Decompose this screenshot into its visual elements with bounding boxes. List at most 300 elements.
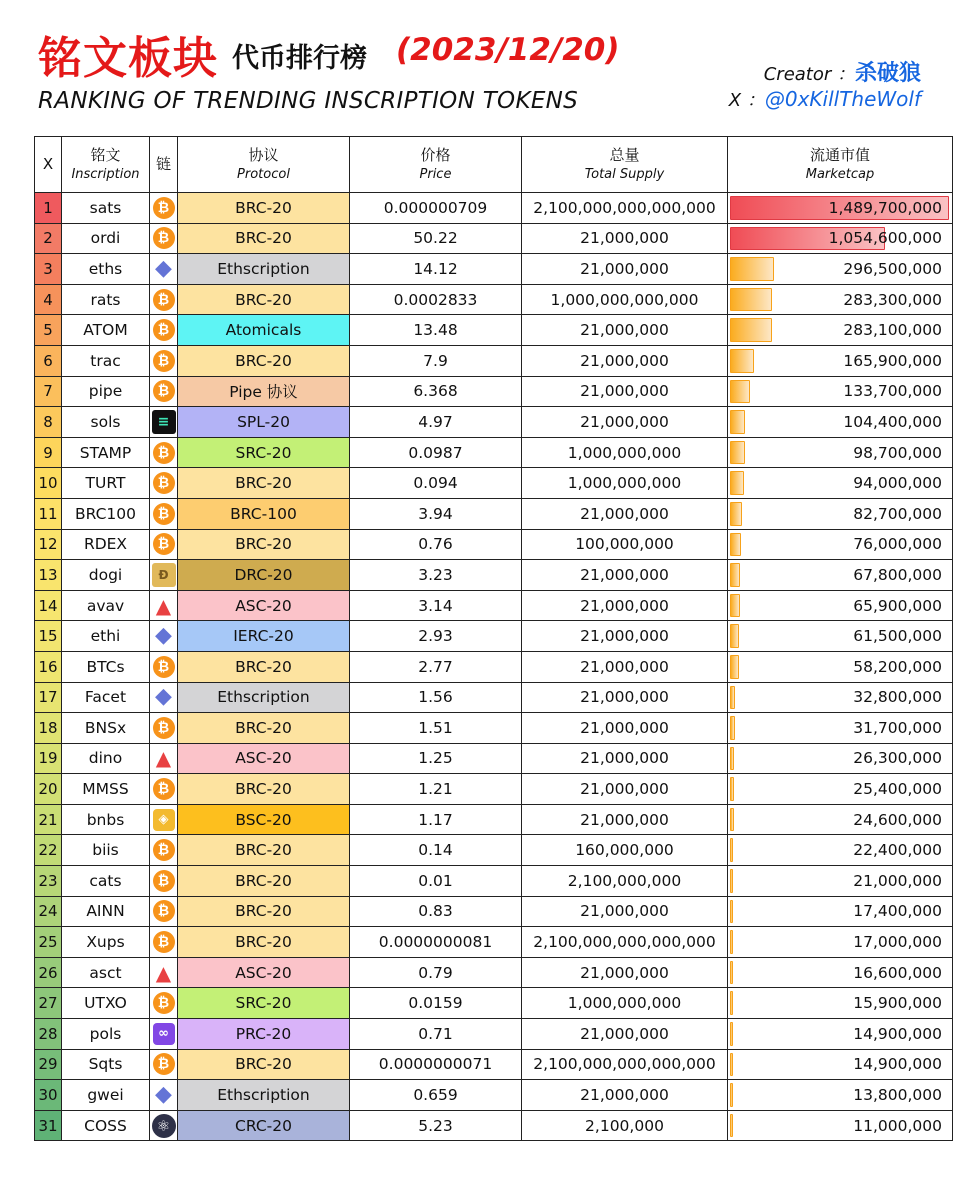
inscription-name: AINN bbox=[62, 896, 150, 927]
supply-cell: 1,000,000,000 bbox=[522, 437, 728, 468]
btc-icon: ₿ bbox=[153, 839, 175, 861]
inscription-name: RDEX bbox=[62, 529, 150, 560]
chain-cell bbox=[150, 866, 178, 897]
inscription-name: pipe bbox=[62, 376, 150, 407]
col-inscription: 铭文 Inscription bbox=[62, 137, 150, 193]
rank-cell: 27 bbox=[35, 988, 62, 1019]
supply-cell: 21,000,000 bbox=[522, 774, 728, 805]
poly-icon: ∞ bbox=[153, 1023, 175, 1045]
marketcap-value: 65,900,000 bbox=[853, 596, 942, 615]
chain-cell bbox=[150, 621, 178, 652]
chain-cell bbox=[150, 927, 178, 958]
table-row bbox=[35, 254, 953, 285]
marketcap-cell bbox=[728, 866, 953, 897]
inscription-name: rats bbox=[62, 284, 150, 315]
marketcap-bar bbox=[730, 777, 734, 801]
table-row bbox=[35, 651, 953, 682]
supply-cell: 2,100,000 bbox=[522, 1110, 728, 1141]
marketcap-cell bbox=[728, 774, 953, 805]
col-supply: 总量 Total Supply bbox=[522, 137, 728, 193]
inscription-name: gwei bbox=[62, 1080, 150, 1111]
inscription-name: ATOM bbox=[62, 315, 150, 346]
chain-cell bbox=[150, 1019, 178, 1050]
supply-cell: 21,000,000 bbox=[522, 957, 728, 988]
protocol-cell: Atomicals bbox=[178, 315, 350, 346]
marketcap-value: 31,700,000 bbox=[853, 718, 942, 737]
btc-icon: ₿ bbox=[153, 717, 175, 739]
rank-cell: 18 bbox=[35, 713, 62, 744]
marketcap-bar bbox=[730, 563, 740, 587]
protocol-cell: Pipe 协议 bbox=[178, 376, 350, 407]
table-row bbox=[35, 1110, 953, 1141]
creator-label: Creator ： bbox=[763, 64, 855, 85]
table-header-row bbox=[35, 137, 953, 193]
price-cell: 1.17 bbox=[350, 804, 522, 835]
price-cell: 6.368 bbox=[350, 376, 522, 407]
marketcap-value: 22,400,000 bbox=[853, 841, 942, 860]
protocol-cell: BRC-20 bbox=[178, 468, 350, 499]
rank-cell: 14 bbox=[35, 590, 62, 621]
marketcap-value: 16,600,000 bbox=[853, 963, 942, 982]
price-cell: 1.51 bbox=[350, 713, 522, 744]
price-cell: 0.659 bbox=[350, 1080, 522, 1111]
rank-cell: 10 bbox=[35, 468, 62, 499]
protocol-cell: SRC-20 bbox=[178, 437, 350, 468]
price-cell: 0.094 bbox=[350, 468, 522, 499]
rank-cell: 9 bbox=[35, 437, 62, 468]
rank-cell: 2 bbox=[35, 223, 62, 254]
supply-cell: 1,000,000,000 bbox=[522, 468, 728, 499]
price-cell: 1.25 bbox=[350, 743, 522, 774]
inscription-name: bnbs bbox=[62, 804, 150, 835]
marketcap-value: 14,900,000 bbox=[853, 1024, 942, 1043]
table-row bbox=[35, 345, 953, 376]
rank-cell: 12 bbox=[35, 529, 62, 560]
table-row bbox=[35, 284, 953, 315]
supply-cell: 21,000,000 bbox=[522, 560, 728, 591]
btc-icon: ₿ bbox=[153, 900, 175, 922]
protocol-cell: BRC-20 bbox=[178, 193, 350, 224]
supply-cell: 21,000,000 bbox=[522, 315, 728, 346]
protocol-cell: BRC-100 bbox=[178, 498, 350, 529]
inscription-name: avav bbox=[62, 590, 150, 621]
inscription-name: eths bbox=[62, 254, 150, 285]
marketcap-cell bbox=[728, 529, 953, 560]
chain-cell bbox=[150, 284, 178, 315]
price-cell: 2.93 bbox=[350, 621, 522, 652]
rank-cell: 19 bbox=[35, 743, 62, 774]
rank-cell: 11 bbox=[35, 498, 62, 529]
marketcap-value: 26,300,000 bbox=[853, 749, 942, 768]
supply-cell: 21,000,000 bbox=[522, 896, 728, 927]
chain-cell bbox=[150, 560, 178, 591]
marketcap-bar bbox=[730, 1114, 733, 1138]
marketcap-bar bbox=[730, 533, 741, 557]
table-row bbox=[35, 713, 953, 744]
marketcap-bar bbox=[730, 869, 733, 893]
inscription-name: Xups bbox=[62, 927, 150, 958]
rank-cell: 30 bbox=[35, 1080, 62, 1111]
btc-icon: ₿ bbox=[153, 931, 175, 953]
marketcap-bar bbox=[730, 655, 739, 679]
col-protocol: 协议 Protocol bbox=[178, 137, 350, 193]
protocol-cell: BSC-20 bbox=[178, 804, 350, 835]
marketcap-value: 133,700,000 bbox=[843, 382, 942, 401]
chain-cell bbox=[150, 835, 178, 866]
eth-icon: ◆ bbox=[155, 623, 172, 649]
marketcap-cell bbox=[728, 345, 953, 376]
marketcap-bar bbox=[730, 808, 734, 832]
btc-icon: ₿ bbox=[153, 227, 175, 249]
cosmos-icon: ⚛ bbox=[152, 1114, 176, 1138]
chain-cell bbox=[150, 743, 178, 774]
chain-cell bbox=[150, 1080, 178, 1111]
marketcap-value: 58,200,000 bbox=[853, 657, 942, 676]
price-cell: 0.0000000081 bbox=[350, 927, 522, 958]
chain-cell bbox=[150, 682, 178, 713]
marketcap-cell bbox=[728, 988, 953, 1019]
price-cell: 0.79 bbox=[350, 957, 522, 988]
protocol-cell: BRC-20 bbox=[178, 835, 350, 866]
rank-cell: 3 bbox=[35, 254, 62, 285]
inscription-name: sols bbox=[62, 407, 150, 438]
marketcap-cell bbox=[728, 376, 953, 407]
rank-cell: 6 bbox=[35, 345, 62, 376]
marketcap-bar bbox=[730, 410, 745, 434]
chain-cell bbox=[150, 1049, 178, 1080]
x-handle[interactable]: @0xKillTheWolf bbox=[764, 87, 921, 111]
rank-cell: 5 bbox=[35, 315, 62, 346]
table-row bbox=[35, 407, 953, 438]
protocol-cell: BRC-20 bbox=[178, 774, 350, 805]
eth-icon: ◆ bbox=[155, 255, 172, 281]
avax-icon: ▲ bbox=[155, 960, 172, 985]
marketcap-cell bbox=[728, 927, 953, 958]
protocol-cell: ASC-20 bbox=[178, 957, 350, 988]
price-cell: 0.0002833 bbox=[350, 284, 522, 315]
table-row bbox=[35, 590, 953, 621]
price-cell: 0.0987 bbox=[350, 437, 522, 468]
protocol-cell: BRC-20 bbox=[178, 1049, 350, 1080]
inscription-name: BRC100 bbox=[62, 498, 150, 529]
table-row bbox=[35, 774, 953, 805]
marketcap-value: 14,900,000 bbox=[853, 1055, 942, 1074]
marketcap-cell bbox=[728, 284, 953, 315]
inscription-name: TURT bbox=[62, 468, 150, 499]
marketcap-bar bbox=[730, 624, 739, 648]
marketcap-value: 104,400,000 bbox=[843, 412, 942, 431]
marketcap-value: 1,489,700,000 bbox=[828, 198, 942, 217]
price-cell: 3.23 bbox=[350, 560, 522, 591]
protocol-cell: BRC-20 bbox=[178, 713, 350, 744]
table-row bbox=[35, 804, 953, 835]
marketcap-value: 82,700,000 bbox=[853, 504, 942, 523]
marketcap-value: 21,000,000 bbox=[853, 871, 942, 890]
protocol-cell: BRC-20 bbox=[178, 529, 350, 560]
supply-cell: 21,000,000 bbox=[522, 804, 728, 835]
protocol-cell: Ethscription bbox=[178, 254, 350, 285]
table-row bbox=[35, 743, 953, 774]
chain-cell bbox=[150, 896, 178, 927]
protocol-cell: SPL-20 bbox=[178, 407, 350, 438]
price-cell: 5.23 bbox=[350, 1110, 522, 1141]
rank-cell: 22 bbox=[35, 835, 62, 866]
price-cell: 0.0000000071 bbox=[350, 1049, 522, 1080]
marketcap-cell bbox=[728, 560, 953, 591]
marketcap-value: 17,000,000 bbox=[853, 933, 942, 952]
price-cell: 4.97 bbox=[350, 407, 522, 438]
inscription-name: ordi bbox=[62, 223, 150, 254]
supply-cell: 21,000,000 bbox=[522, 1080, 728, 1111]
rank-cell: 16 bbox=[35, 651, 62, 682]
marketcap-cell bbox=[728, 713, 953, 744]
doge-icon: Ð bbox=[152, 563, 176, 587]
rank-cell: 25 bbox=[35, 927, 62, 958]
inscription-name: asct bbox=[62, 957, 150, 988]
ranking-table bbox=[34, 136, 953, 1141]
supply-cell: 100,000,000 bbox=[522, 529, 728, 560]
protocol-cell: Ethscription bbox=[178, 682, 350, 713]
x-handle-line bbox=[729, 86, 921, 112]
protocol-cell: ASC-20 bbox=[178, 743, 350, 774]
sol-icon: ≡ bbox=[152, 410, 176, 434]
btc-icon: ₿ bbox=[153, 289, 175, 311]
btc-icon: ₿ bbox=[153, 533, 175, 555]
protocol-cell: SRC-20 bbox=[178, 988, 350, 1019]
table-row bbox=[35, 682, 953, 713]
marketcap-cell bbox=[728, 651, 953, 682]
price-cell: 3.14 bbox=[350, 590, 522, 621]
chain-cell bbox=[150, 590, 178, 621]
marketcap-bar bbox=[730, 838, 733, 862]
marketcap-cell bbox=[728, 254, 953, 285]
chain-cell bbox=[150, 529, 178, 560]
protocol-cell: CRC-20 bbox=[178, 1110, 350, 1141]
table-row bbox=[35, 866, 953, 897]
inscription-name: sats bbox=[62, 193, 150, 224]
x-label: X ： bbox=[728, 90, 765, 111]
supply-cell: 21,000,000 bbox=[522, 713, 728, 744]
table-row bbox=[35, 193, 953, 224]
supply-cell: 2,100,000,000 bbox=[522, 866, 728, 897]
marketcap-value: 11,000,000 bbox=[853, 1116, 942, 1135]
marketcap-cell bbox=[728, 621, 953, 652]
inscription-name: COSS bbox=[62, 1110, 150, 1141]
marketcap-cell bbox=[728, 743, 953, 774]
supply-cell: 21,000,000 bbox=[522, 254, 728, 285]
marketcap-bar bbox=[730, 747, 734, 771]
chain-cell bbox=[150, 651, 178, 682]
table-row bbox=[35, 468, 953, 499]
marketcap-value: 61,500,000 bbox=[853, 627, 942, 646]
title-en: RANKING OF TRENDING INSCRIPTION TOKENS bbox=[38, 88, 579, 114]
marketcap-value: 24,600,000 bbox=[853, 810, 942, 829]
table-row bbox=[35, 1049, 953, 1080]
creator-name: 杀破狼 bbox=[854, 61, 921, 86]
protocol-cell: Ethscription bbox=[178, 1080, 350, 1111]
marketcap-cell bbox=[728, 1049, 953, 1080]
col-price: 价格 Price bbox=[350, 137, 522, 193]
supply-cell: 21,000,000 bbox=[522, 682, 728, 713]
table-row bbox=[35, 1080, 953, 1111]
btc-icon: ₿ bbox=[153, 197, 175, 219]
btc-icon: ₿ bbox=[153, 778, 175, 800]
btc-icon: ₿ bbox=[153, 350, 175, 372]
table-row bbox=[35, 988, 953, 1019]
chain-cell bbox=[150, 713, 178, 744]
supply-cell: 21,000,000 bbox=[522, 223, 728, 254]
marketcap-cell bbox=[728, 315, 953, 346]
price-cell: 13.48 bbox=[350, 315, 522, 346]
inscription-name: ethi bbox=[62, 621, 150, 652]
price-cell: 7.9 bbox=[350, 345, 522, 376]
inscription-name: dino bbox=[62, 743, 150, 774]
chain-cell bbox=[150, 468, 178, 499]
marketcap-value: 15,900,000 bbox=[853, 994, 942, 1013]
col-chain: 链 bbox=[150, 137, 178, 193]
date-label: (2023/12/20) bbox=[396, 32, 620, 68]
inscription-name: Sqts bbox=[62, 1049, 150, 1080]
marketcap-value: 25,400,000 bbox=[853, 780, 942, 799]
marketcap-value: 296,500,000 bbox=[843, 259, 942, 278]
inscription-name: STAMP bbox=[62, 437, 150, 468]
marketcap-bar bbox=[730, 441, 745, 465]
marketcap-bar bbox=[730, 1022, 733, 1046]
supply-cell: 2,100,000,000,000,000 bbox=[522, 193, 728, 224]
rank-cell: 31 bbox=[35, 1110, 62, 1141]
marketcap-bar bbox=[730, 349, 754, 373]
eth-icon: ◆ bbox=[155, 684, 172, 710]
protocol-cell: BRC-20 bbox=[178, 223, 350, 254]
marketcap-value: 1,054,600,000 bbox=[828, 229, 942, 248]
protocol-cell: IERC-20 bbox=[178, 621, 350, 652]
marketcap-cell bbox=[728, 682, 953, 713]
rank-cell: 7 bbox=[35, 376, 62, 407]
protocol-cell: BRC-20 bbox=[178, 345, 350, 376]
chain-cell bbox=[150, 407, 178, 438]
btc-icon: ₿ bbox=[153, 380, 175, 402]
marketcap-bar bbox=[730, 257, 774, 281]
rank-cell: 28 bbox=[35, 1019, 62, 1050]
table-row bbox=[35, 1019, 953, 1050]
protocol-cell: ASC-20 bbox=[178, 590, 350, 621]
price-cell: 3.94 bbox=[350, 498, 522, 529]
inscription-name: MMSS bbox=[62, 774, 150, 805]
protocol-cell: PRC-20 bbox=[178, 1019, 350, 1050]
marketcap-cell bbox=[728, 590, 953, 621]
marketcap-cell bbox=[728, 407, 953, 438]
protocol-cell: BRC-20 bbox=[178, 896, 350, 927]
supply-cell: 21,000,000 bbox=[522, 651, 728, 682]
avax-icon: ▲ bbox=[155, 746, 172, 771]
chain-cell bbox=[150, 437, 178, 468]
marketcap-value: 283,100,000 bbox=[843, 321, 942, 340]
marketcap-cell bbox=[728, 468, 953, 499]
rank-cell: 4 bbox=[35, 284, 62, 315]
protocol-cell: DRC-20 bbox=[178, 560, 350, 591]
chain-cell bbox=[150, 957, 178, 988]
rank-cell: 23 bbox=[35, 866, 62, 897]
supply-cell: 21,000,000 bbox=[522, 498, 728, 529]
subtitle-cn: 代币排行榜 bbox=[232, 43, 367, 74]
chain-cell bbox=[150, 804, 178, 835]
table-row bbox=[35, 957, 953, 988]
marketcap-bar bbox=[730, 961, 733, 985]
marketcap-bar bbox=[730, 716, 735, 740]
btc-icon: ₿ bbox=[153, 992, 175, 1014]
protocol-cell: BRC-20 bbox=[178, 866, 350, 897]
supply-cell: 21,000,000 bbox=[522, 345, 728, 376]
marketcap-bar bbox=[730, 318, 772, 342]
chain-cell bbox=[150, 1110, 178, 1141]
inscription-name: biis bbox=[62, 835, 150, 866]
marketcap-cell bbox=[728, 437, 953, 468]
supply-cell: 1,000,000,000 bbox=[522, 988, 728, 1019]
marketcap-cell bbox=[728, 835, 953, 866]
marketcap-bar bbox=[730, 471, 744, 495]
marketcap-cell bbox=[728, 1080, 953, 1111]
bnb-icon: ◈ bbox=[153, 809, 175, 831]
col-marketcap: 流通市值 Marketcap bbox=[728, 137, 953, 193]
price-cell: 0.76 bbox=[350, 529, 522, 560]
marketcap-bar bbox=[730, 380, 750, 404]
supply-cell: 21,000,000 bbox=[522, 743, 728, 774]
creator-line bbox=[764, 56, 921, 87]
marketcap-value: 13,800,000 bbox=[853, 1086, 942, 1105]
price-cell: 0.0159 bbox=[350, 988, 522, 1019]
rank-cell: 8 bbox=[35, 407, 62, 438]
title-cn: 铭文板块 bbox=[38, 33, 218, 84]
table-row bbox=[35, 560, 953, 591]
inscription-name: cats bbox=[62, 866, 150, 897]
rank-cell: 20 bbox=[35, 774, 62, 805]
protocol-cell: BRC-20 bbox=[178, 651, 350, 682]
marketcap-cell bbox=[728, 498, 953, 529]
table-row bbox=[35, 621, 953, 652]
inscription-name: UTXO bbox=[62, 988, 150, 1019]
marketcap-cell bbox=[728, 804, 953, 835]
btc-icon: ₿ bbox=[153, 1053, 175, 1075]
supply-cell: 21,000,000 bbox=[522, 1019, 728, 1050]
marketcap-cell bbox=[728, 1019, 953, 1050]
marketcap-cell bbox=[728, 1110, 953, 1141]
table-row bbox=[35, 896, 953, 927]
marketcap-value: 67,800,000 bbox=[853, 565, 942, 584]
btc-icon: ₿ bbox=[153, 503, 175, 525]
inscription-name: pols bbox=[62, 1019, 150, 1050]
chain-cell bbox=[150, 315, 178, 346]
marketcap-value: 17,400,000 bbox=[853, 902, 942, 921]
marketcap-cell bbox=[728, 193, 953, 224]
chain-cell bbox=[150, 988, 178, 1019]
chain-cell bbox=[150, 376, 178, 407]
price-cell: 0.83 bbox=[350, 896, 522, 927]
marketcap-value: 76,000,000 bbox=[853, 535, 942, 554]
table-row bbox=[35, 835, 953, 866]
table-row bbox=[35, 927, 953, 958]
chain-cell bbox=[150, 774, 178, 805]
supply-cell: 2,100,000,000,000,000 bbox=[522, 1049, 728, 1080]
rank-cell: 17 bbox=[35, 682, 62, 713]
protocol-cell: BRC-20 bbox=[178, 284, 350, 315]
table-row bbox=[35, 376, 953, 407]
eth-icon: ◆ bbox=[155, 1082, 172, 1108]
chain-cell bbox=[150, 254, 178, 285]
table-row bbox=[35, 315, 953, 346]
table-row bbox=[35, 223, 953, 254]
chain-cell bbox=[150, 498, 178, 529]
rank-cell: 13 bbox=[35, 560, 62, 591]
